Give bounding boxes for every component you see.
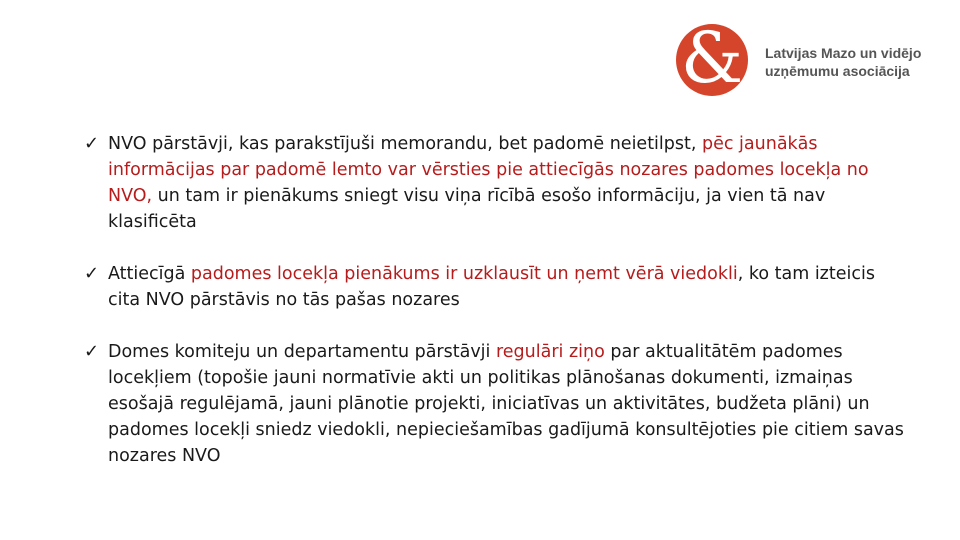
bullet-text-part: NVO pārstāvji, kas parakstījuši memorandu, bet padomē neietilpst,	[108, 134, 702, 154]
check-mark-icon: ✓	[84, 263, 100, 284]
bullet-text-part: un tam ir pienākums sniegt visu viņa rīcībā esošo informāciju, ja vien tā nav klasificēta	[108, 186, 826, 232]
bullet-text-part: Domes komiteju un departamentu pārstāvji	[108, 342, 496, 362]
bullet-text-part: , ko tam izteicis cita NVO pārstāvis no tās pašas nozares	[108, 264, 875, 310]
logo-name-line-2: uzņēmumu asociācija	[765, 63, 910, 79]
check-mark-icon: ✓	[84, 133, 100, 154]
bullet-text	[108, 264, 875, 310]
bullet-item	[84, 261, 904, 313]
bullet-item	[84, 131, 904, 235]
logo-wordmark	[765, 44, 921, 80]
check-mark-icon: ✓	[84, 341, 100, 362]
bullet-text	[108, 342, 904, 466]
bullet-highlight: pēc jaunākās informācijas par padomē lemto var vērsties pie attiecīgās nozares padomes locekļa no NVO,	[108, 134, 869, 206]
organization-logo	[676, 17, 936, 99]
bullet-text-part: Attiecīgā	[108, 264, 191, 284]
logo-name-line-1: Latvijas Mazo un vidējo	[765, 45, 922, 61]
bullet-item	[84, 339, 904, 469]
bullet-list	[84, 131, 904, 469]
bullet-highlight: padomes locekļa pienākums ir uzklausīt un ņemt vērā viedokli	[190, 264, 738, 284]
bullet-highlight: regulāri ziņo	[495, 342, 605, 362]
ampersand-logo-icon: &	[680, 17, 744, 99]
bullet-text-part: par aktualitātēm padomes locekļiem (topošie jauni normatīvie akti un politikas plānošanas dokumenti, izmaiņas esošajā regulējamā, jauni plānotie projekti, iniciatīvas un aktivitātes, budžeta plāni) un padomes locekļi sniedz viedokli, nepieciešamības gadījumā konsultējoties pie citiem savas nozares NVO	[108, 342, 904, 466]
bullet-text	[108, 134, 869, 232]
